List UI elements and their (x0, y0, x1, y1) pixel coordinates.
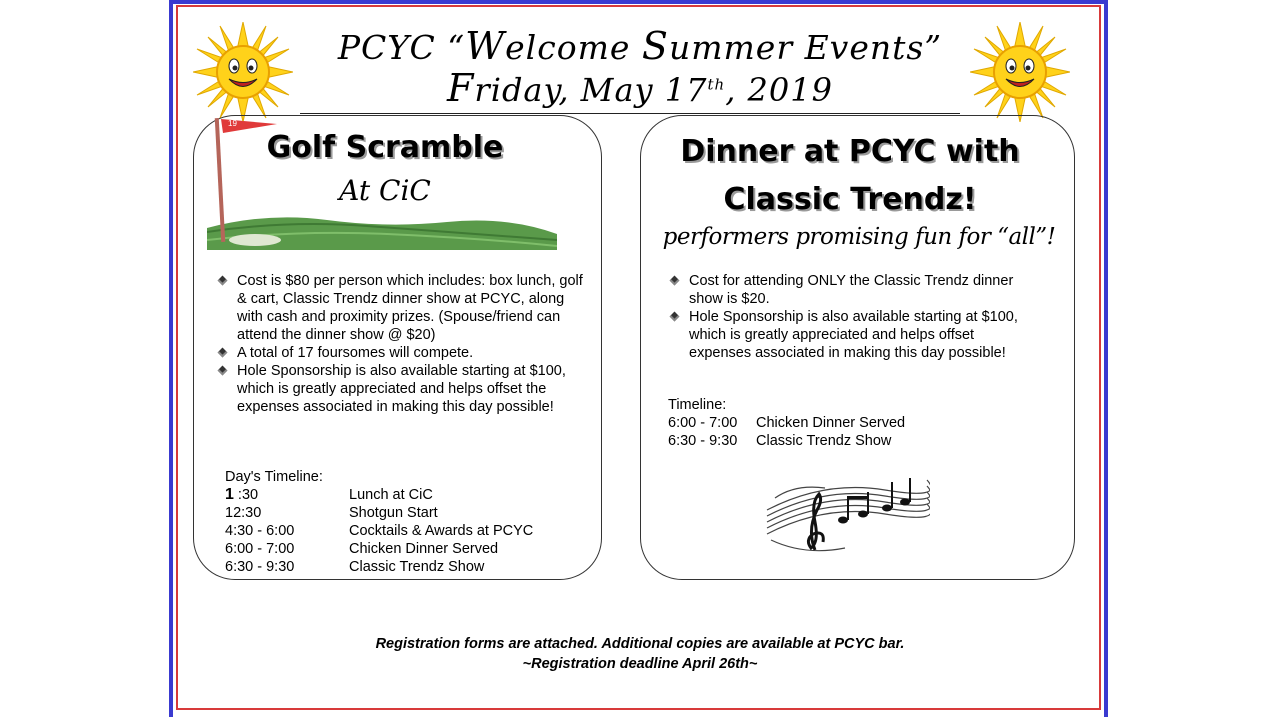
timeline-row: 12:30 Shotgun Start (225, 505, 438, 521)
footer-deadline: ~Registration deadline April 26th~ (522, 656, 758, 672)
timeline-title: Day's Timeline: (225, 469, 323, 485)
timeline-row: 4:30 - 6:00 Cocktails & Awards at PCYC (225, 523, 534, 539)
dinner-tagline: performers promising fun for “all”! (662, 224, 1056, 250)
timeline-row: 1 :30 Lunch at CiC (225, 486, 433, 503)
timeline-row: 6:30 - 9:30 Classic Trendz Show (668, 433, 892, 449)
golf-bullet-list (225, 272, 593, 416)
list-item: Hole Sponsorship is also available starting at $100, which is greatly appreciated and helps offset expenses associated in making this day possible! (677, 308, 1022, 362)
sun-left-icon (193, 22, 293, 122)
timeline-row: 6:00 - 7:00 Chicken Dinner Served (225, 541, 499, 557)
list-item: A total of 17 foursomes will compete. (225, 344, 593, 362)
list-item: Cost for attending ONLY the Classic Trendz dinner show is $20. (677, 272, 1022, 308)
golf-timeline (225, 468, 533, 576)
event-title: PCYC “Welcome Summer Events” (337, 24, 943, 68)
title-divider (300, 113, 960, 114)
timeline-title: Timeline: (668, 397, 727, 413)
list-item: Hole Sponsorship is also available starting at $100, which is greatly appreciated and helps offset the expenses associated in making this day possible! (225, 362, 593, 416)
golf-subheading: At CiC (339, 174, 431, 207)
footer-registration-note: Registration forms are attached. Additional copies are available at PCYC bar. (375, 636, 905, 652)
timeline-row: 6:30 - 9:30 Classic Trendz Show (225, 559, 485, 575)
dinner-bullet-list (677, 272, 1022, 362)
music-notes-icon (765, 470, 930, 560)
sun-right-icon (970, 22, 1070, 122)
flag-number: 19 (228, 119, 237, 128)
dinner-timeline (668, 396, 905, 450)
dinner-heading: Dinner at PCYC with Classic Trendz! (680, 134, 1020, 217)
event-date: Friday, May 17th, 2019 (447, 66, 833, 110)
golf-heading: Golf Scramble (266, 130, 504, 165)
timeline-row: 6:00 - 7:00 Chicken Dinner Served (668, 415, 906, 431)
list-item: Cost is $80 per person which includes: box lunch, golf & cart, Classic Trendz dinner show at PCYC, along with cash and proximity prizes. (Spouse/friend can attend the dinner show @ $20) (225, 272, 593, 344)
